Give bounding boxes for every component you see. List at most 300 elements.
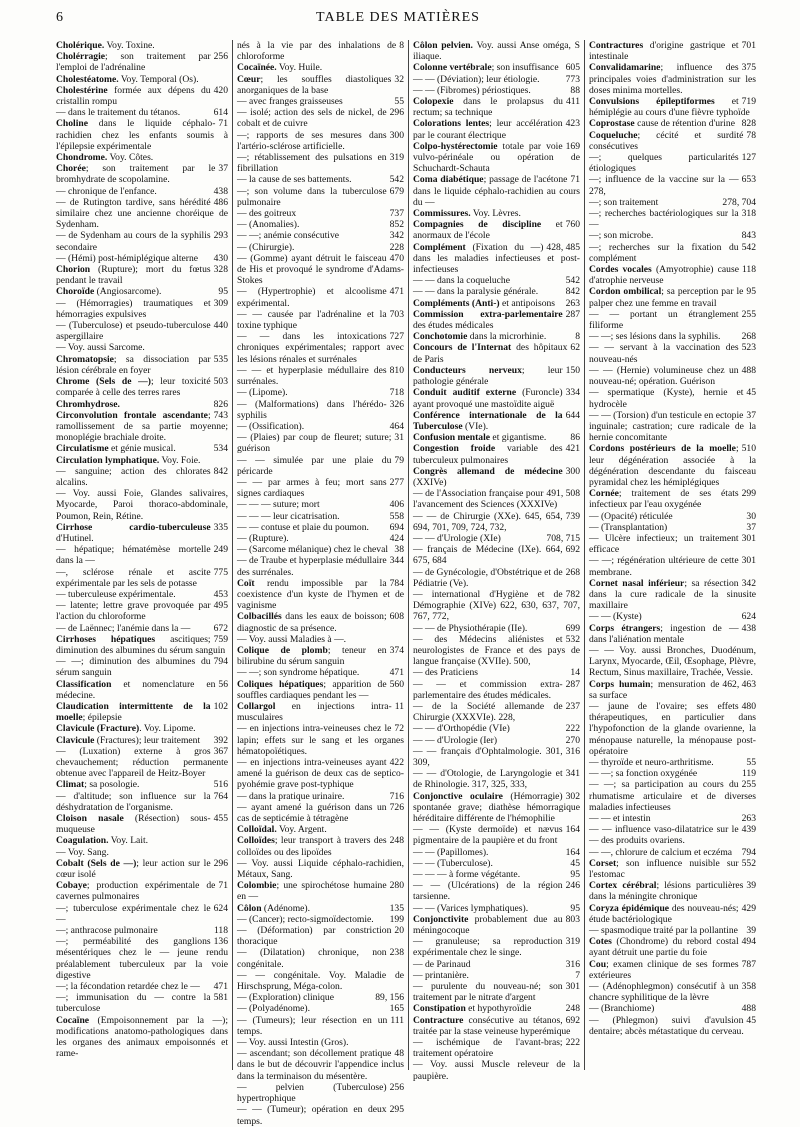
index-entry	[56, 51, 228, 73]
index-entry	[237, 947, 404, 969]
index-column-1	[56, 40, 232, 1070]
entry-text: — (Plaies) par coup de fleuret; suture; guérison	[237, 432, 392, 455]
entry-page-ref: 828	[741, 118, 756, 130]
entry-text: — (Déformation) par constriction thoracique	[237, 925, 392, 948]
entry-text: ; mensuration de sa surface	[589, 678, 720, 701]
entry-page-ref: 719	[741, 96, 756, 108]
entry-heading: Claudication intermittente de la moelle	[56, 700, 211, 724]
entry-heading: Colbacillés	[237, 611, 282, 623]
index-entry	[237, 477, 404, 499]
entry-heading: Commissures.	[413, 208, 471, 220]
index-entry	[237, 723, 404, 757]
index-entry	[56, 589, 228, 600]
entry-page-ref: 39	[746, 925, 756, 937]
entry-text: — de Traube et hyperplasie médullaire des surrénales.	[237, 555, 387, 578]
entry-text: — — — suture; mort	[237, 499, 320, 511]
index-entry	[237, 286, 404, 308]
index-entry	[413, 219, 580, 241]
entry-text: — jaune de l'ovaire; ses effets thérapeutiques, en particulier dans l'hypofonction de la glande ovarienne, la ménopause naturelle, la ménopause post-opératoire	[589, 700, 756, 757]
index-entry	[413, 567, 580, 589]
entry-heading: Corps étrangers	[589, 622, 661, 634]
entry-page-ref: 95	[746, 286, 756, 298]
entry-heading: Circulatisme	[56, 443, 109, 455]
entry-text: Voy. Toxine.	[104, 40, 155, 51]
index-entry	[56, 813, 228, 835]
entry-text: ; son traitement par le bromhydrate de scopolamine.	[56, 163, 216, 186]
entry-text: —; quelques particularités étiologiques	[589, 152, 739, 175]
entry-text: — ischémique de l'avant-bras; traitement opératoire	[413, 1037, 563, 1060]
index-entry	[589, 623, 756, 645]
entry-page-ref: 614	[213, 107, 228, 119]
entry-page-ref: 301	[741, 555, 756, 567]
index-entry	[56, 455, 228, 466]
entry-text: Voy. Foie.	[159, 454, 201, 466]
index-entry	[56, 880, 228, 902]
entry-page-ref: 37	[746, 521, 756, 533]
entry-heading: Colpo-hystérectomie	[413, 140, 498, 152]
entry-page-ref: 102	[213, 700, 228, 712]
entry-page-ref: 480	[741, 700, 756, 712]
index-entry	[589, 925, 756, 936]
entry-heading: Clavicule (Fracture)	[56, 723, 140, 735]
entry-text: —; rétablissement des pulsations en fibrillation	[237, 152, 387, 175]
entry-heading: Circulation lymphatique.	[56, 454, 160, 466]
entry-text: — (Hémi) post-hémiplégique alterne	[56, 252, 198, 264]
index-entry	[56, 858, 228, 880]
entry-text: — isolé; action des sels de nickel, de cobalt et de cuivre	[237, 107, 387, 130]
entry-page-ref: 55	[746, 757, 756, 768]
entry-page-ref: 471	[213, 981, 228, 993]
entry-page-ref: 255	[741, 308, 756, 320]
entry-text: — (Opacité) réticulée	[589, 510, 673, 522]
entry-text: — — français d'Ophtalmologie. 301, 309,	[413, 745, 563, 768]
entry-page-ref: 71	[218, 118, 228, 130]
entry-page-ref: 842	[213, 465, 228, 477]
entry-text: et hémiplégie au cours d'une fièvre typhoïde	[589, 96, 750, 119]
index-entry	[237, 1015, 404, 1037]
index-entry	[237, 533, 404, 544]
entry-page-ref: 421	[565, 443, 580, 455]
index-entry	[237, 1082, 404, 1104]
entry-text: — tuberculeuse expérimentale.	[56, 588, 176, 600]
index-entry	[589, 611, 756, 622]
entry-page-ref: 20	[394, 925, 404, 937]
entry-text: et hypothyroïdie	[465, 1003, 532, 1015]
index-entry	[56, 656, 228, 678]
entry-page-ref: 764	[213, 790, 228, 802]
entry-page-ref: 374	[389, 644, 404, 656]
entry-heading: Cortex cérébral	[589, 880, 657, 892]
entry-page-ref: 78	[746, 129, 756, 141]
index-entry	[56, 286, 228, 297]
entry-page-ref: 278, 704	[722, 196, 756, 208]
index-entry	[589, 757, 756, 768]
entry-page-ref: 842	[565, 286, 580, 298]
index-entry	[56, 981, 228, 992]
index-entry	[413, 365, 580, 387]
entry-heading: Classification	[56, 678, 112, 690]
entry-text: — — par armes à feu; mort sans signes cardiaques	[237, 476, 387, 500]
entry-text: Voy. Argent.	[276, 824, 327, 836]
entry-text: — Voy. aussi Maladies à —.	[237, 633, 347, 645]
entry-text: (Rupture); mort du fœtus pendant le travail	[56, 264, 211, 287]
index-entry	[413, 847, 580, 858]
entry-text: (Résection) sous-muqueuse	[56, 813, 211, 836]
entry-page-ref: 552	[741, 857, 756, 869]
entry-text: — —; sa fonction oxygénée	[589, 768, 698, 780]
entry-heading: Cholérragie	[56, 51, 106, 63]
index-entry	[237, 242, 404, 253]
entry-page-ref: 495	[213, 600, 228, 612]
index-entry	[589, 286, 756, 308]
entry-page-ref: 301	[565, 981, 580, 993]
index-entry	[56, 1015, 228, 1060]
index-entry	[237, 421, 404, 432]
entry-heading: Chrome (Sels de —)	[56, 376, 151, 388]
entry-page-ref: 222	[565, 723, 580, 735]
entry-text: — dans la pratique urinaire.	[237, 790, 345, 802]
entry-text: — — (Fibromes) périostiques.	[413, 84, 531, 96]
entry-heading: Chorion	[56, 264, 91, 276]
entry-text: ; leur toxicité comparée à celle des terres rares	[56, 376, 211, 399]
entry-text: — — (Hernie) volumineuse chez un nouveau-né; opération. Guérison	[589, 364, 739, 388]
index-entry	[56, 186, 228, 197]
entry-text: — (Branchiome)	[589, 1003, 655, 1015]
entry-page-ref: 95	[570, 902, 580, 914]
entry-page-ref: 318	[741, 208, 756, 220]
entry-text: — de l'Association française pour l'avancement des Sciences (XXXIVe)	[413, 488, 558, 511]
entry-text: probablement due au méningocoque	[413, 913, 563, 937]
index-entry	[56, 410, 228, 444]
entry-text: — en injections intra-veineuses ayant amené la guérison de deux cas de septico-pyohémie grave post-typhique	[237, 757, 404, 791]
index-entry	[56, 342, 228, 353]
entry-heading: Convalidamarine	[589, 62, 661, 74]
index-entry	[56, 679, 228, 701]
entry-text: formée aux dépens du cristallin rompu	[56, 84, 211, 108]
entry-text: ; épilepsie	[82, 712, 122, 724]
index-entry	[589, 981, 756, 1003]
entry-heading: Constipation	[413, 1003, 466, 1015]
entry-text: — ascendant; son décollement pratique dans le but de découvrir l'appendice inclus dans la terminaison du mésentère.	[237, 1048, 404, 1082]
entry-heading: Cholestérine	[56, 84, 108, 96]
entry-text: ; examen clinique de ses formes extérieures	[589, 958, 739, 981]
entry-page-ref: 62	[570, 342, 580, 354]
entry-page-ref: 794	[741, 846, 756, 858]
index-entry	[237, 1048, 404, 1082]
index-entry	[413, 544, 580, 566]
entry-text: —; immunisation du — contre la tuberculose	[56, 992, 211, 1015]
index-entry	[56, 567, 228, 589]
entry-text: — (Exploration) clinique	[237, 992, 334, 1004]
entry-heading: Côlon	[237, 902, 262, 914]
entry-page-ref: 516	[213, 779, 228, 791]
index-entry	[589, 242, 756, 264]
index-entry	[413, 1059, 580, 1081]
index-entry	[56, 835, 228, 846]
entry-page-ref: 32	[394, 73, 404, 85]
entry-heading: Chorée	[56, 163, 86, 175]
index-entry	[237, 219, 404, 230]
entry-page-ref: 246	[565, 880, 580, 892]
entry-text: d'Hutinel.	[56, 532, 94, 544]
entry-page-ref: 534	[213, 443, 228, 455]
index-entry	[56, 320, 228, 342]
entry-text: — — d'Urologie (Ier)	[413, 734, 498, 746]
entry-page-ref: 420	[213, 84, 228, 96]
index-entry	[56, 847, 228, 858]
entry-text: ; leur pathologie générale	[413, 364, 563, 388]
entry-page-ref: 95	[570, 869, 580, 881]
entry-page-ref: 344	[389, 555, 404, 567]
entry-text: (Angiosarcome).	[94, 286, 162, 298]
index-column-3	[408, 40, 584, 1082]
index-entry	[56, 466, 228, 488]
entry-heading: Conducteurs nerveux	[413, 364, 522, 376]
entry-page-ref: 411	[565, 96, 580, 108]
entry-page-ref: 296	[213, 857, 228, 869]
index-entry	[413, 679, 580, 701]
entry-text: — (Cancer); recto-sigmoïdectomie.	[237, 913, 374, 925]
entry-page-ref: 309	[213, 297, 228, 309]
entry-page-ref: 335	[213, 521, 228, 533]
index-entry	[237, 253, 404, 287]
entry-page-ref: 782	[565, 588, 580, 600]
index-entry	[589, 443, 756, 488]
entry-page-ref: 248	[389, 835, 404, 847]
entry-text: ascitiques; diminution des albumines du sérum sanguin	[56, 633, 226, 656]
index-entry	[56, 544, 228, 566]
index-entry	[237, 679, 404, 701]
entry-text: — —; son syndrome hépatique.	[237, 667, 360, 679]
entry-page-ref: 727	[389, 331, 404, 343]
entry-page-ref: 118	[213, 925, 228, 937]
entry-text: — purulente du nouveau-né; son traitement par le nitrate d'argent	[413, 981, 563, 1004]
index-entry	[237, 578, 404, 612]
entry-text: — (Phlegmon) suivi d'avulsion dentaire; abcès métastatique du cerveau.	[589, 1014, 744, 1037]
entry-page-ref: 45	[746, 1014, 756, 1026]
entry-page-ref: 248	[565, 1003, 580, 1015]
index-entry	[589, 174, 756, 196]
entry-page-ref: 542	[741, 241, 756, 253]
index-entry	[237, 701, 404, 723]
entry-page-ref: 510	[741, 443, 756, 455]
entry-page-ref: 644	[565, 409, 580, 421]
index-entry	[413, 387, 580, 409]
entry-text: — — dans les intoxications chroniques expérimentales; rapport avec les lésions rénales et surrénales	[237, 331, 404, 365]
entry-text: — (Hémorragies) traumatiques et hémorragies expulsives	[56, 297, 211, 320]
entry-heading: Convulsions épileptiformes	[589, 96, 715, 108]
index-entry	[56, 634, 228, 656]
entry-text: — Voy. aussi Intestin (Gros).	[237, 1037, 349, 1049]
entry-heading: Colique de plomb	[237, 644, 328, 656]
entry-page-ref: 86	[570, 432, 580, 444]
entry-page-ref: 150	[565, 364, 580, 376]
entry-text: — Voy. aussi Sarcome.	[56, 342, 145, 354]
entry-page-ref: 743	[213, 409, 228, 421]
index-entry	[237, 309, 404, 331]
index-entry	[413, 903, 580, 914]
index-entry	[413, 723, 580, 734]
index-entry	[589, 264, 756, 286]
index-entry	[589, 208, 756, 230]
entry-text: — — dans la coqueluche	[413, 275, 510, 287]
index-entry	[237, 432, 404, 454]
entry-text: — —; anémie consécutive	[237, 230, 340, 242]
entry-page-ref: 624	[213, 902, 228, 914]
entry-heading: Conchotomie	[413, 331, 468, 343]
index-entry	[237, 522, 404, 533]
index-entry	[56, 600, 228, 622]
entry-page-ref: 810	[389, 364, 404, 376]
entry-page-ref: 523	[741, 342, 756, 354]
entry-text: — avec franges graisseuses	[237, 96, 343, 108]
entry-page-ref: 7	[575, 969, 580, 981]
entry-page-ref: 852	[389, 219, 404, 231]
entry-text: —; la fécondation retardée chez le —	[56, 981, 200, 993]
entry-text: — ayant amené la guérison dans un cas de septicémie à tétragène	[237, 801, 387, 825]
index-entry	[237, 387, 404, 398]
entry-page-ref: 95	[218, 286, 228, 298]
entry-heading: Chromhydrose.	[56, 398, 120, 410]
entry-page-ref: 300	[565, 465, 580, 477]
entry-page-ref: 45	[746, 387, 756, 399]
index-entry	[237, 62, 404, 73]
entry-heading: Cornée	[589, 488, 619, 500]
entry-text: — de Laënnec; l'anémie dans la —	[56, 622, 191, 634]
entry-text: — — (Papillomes).	[413, 846, 489, 858]
index-entry	[589, 1015, 756, 1037]
entry-page-ref: 256	[213, 51, 228, 63]
index-entry	[589, 1003, 756, 1014]
entry-page-ref: 72	[394, 723, 404, 735]
entry-text: Voy. Lèvres.	[470, 208, 521, 220]
index-entry	[413, 208, 580, 219]
entry-heading: Colloïdes	[237, 835, 275, 847]
index-entry	[237, 1003, 404, 1014]
entry-heading: Chondrome.	[56, 152, 108, 164]
index-entry	[413, 488, 580, 510]
entry-page-ref: 581	[213, 992, 228, 1004]
entry-text: Voy. Huile.	[276, 62, 323, 74]
entry-text: — de Gynécologie, d'Obstétrique et de Pédiatrie (Ve).	[413, 566, 563, 589]
index-entry	[413, 791, 580, 825]
entry-heading: Clavicule	[56, 734, 95, 746]
entry-page-ref: 295	[389, 1104, 404, 1116]
index-entry	[589, 645, 756, 679]
index-entry	[413, 466, 580, 488]
entry-page-ref: 328	[213, 264, 228, 276]
index-entry	[56, 443, 228, 454]
index-entry	[589, 62, 756, 96]
entry-page-ref: 718	[389, 387, 404, 399]
index-entry	[589, 533, 756, 555]
index-entry	[413, 746, 580, 768]
entry-heading: Cornet nasal inférieur	[589, 577, 685, 589]
entry-heading: Colloïdal.	[237, 824, 277, 836]
entry-text: ; leur transport à travers des colloïdes ou des lipoïdes	[237, 835, 387, 858]
entry-page-ref: 775	[213, 566, 228, 578]
entry-heading: Coprostase	[589, 118, 635, 130]
index-entry	[589, 813, 756, 824]
entry-page-ref: 296	[389, 107, 404, 119]
entry-page-ref: 119	[741, 768, 756, 780]
entry-text: — — d'Otologie, de Laryngologie et de Rhinologie. 317, 325, 333,	[413, 768, 563, 791]
entry-page-ref: 462, 463	[722, 678, 756, 690]
entry-page-ref: 228	[389, 241, 404, 253]
entry-text: — Voy. aussi Foie, Glandes salivaires, Myocarde, Paroi thoraco-abdominale, Poumon, Rein, Rétine.	[56, 488, 228, 522]
entry-text: variable des tuberculeux pulmonaires	[413, 443, 563, 466]
index-entry	[413, 880, 580, 902]
entry-heading: Côlon pelvien.	[413, 40, 473, 51]
entry-heading: Concours de l'Internat	[413, 342, 512, 354]
index-entry	[56, 399, 228, 410]
index-entry	[56, 230, 228, 252]
entry-page-ref: 558	[389, 510, 404, 522]
index-entry	[237, 802, 404, 824]
entry-page-ref: 494	[741, 936, 756, 948]
entry-text: — — — leur cicatrisation.	[237, 510, 340, 522]
entry-text: —; son volume dans la tuberculose pulmonaire	[237, 185, 387, 208]
entry-text: des études médicales	[413, 320, 494, 332]
entry-page-ref: 334	[565, 387, 580, 399]
entry-text: — — de Chirurgie (XXe). 645, 654, 694, 701, 709, 724, 732,	[413, 510, 563, 533]
entry-text: — (Dilatation) chronique, non congénitale.	[237, 947, 387, 970]
entry-text: — (Anomalies).	[237, 219, 300, 231]
entry-heading: Cou	[589, 958, 607, 970]
index-entry	[589, 959, 756, 981]
entry-page-ref: 422	[389, 757, 404, 768]
entry-text: ; les souffles diastoliques anorganiques de la base	[237, 73, 392, 96]
index-entry	[56, 623, 228, 634]
entry-text: — (Ossification).	[237, 420, 305, 432]
index-entry	[589, 522, 756, 533]
index-entry	[56, 746, 228, 780]
entry-page-ref: 222	[565, 1037, 580, 1049]
entry-page-ref: 608	[389, 611, 404, 623]
index-entry	[237, 186, 404, 208]
entry-heading: Choline	[56, 118, 88, 130]
entry-page-ref: 316	[565, 958, 580, 970]
entry-page-ref: 319	[565, 936, 580, 948]
index-entry	[589, 679, 756, 701]
entry-page-ref: 716	[389, 790, 404, 802]
entry-heading: Cobaye	[56, 880, 87, 892]
entry-text: — — dans la paralysie générale.	[413, 286, 539, 298]
entry-page-ref: 471	[389, 286, 404, 298]
index-entry	[237, 455, 404, 477]
index-entry	[413, 768, 580, 790]
entry-page-ref: 135	[389, 902, 404, 914]
entry-text: —; son microbe.	[589, 230, 654, 242]
entry-page-ref: 127	[741, 152, 756, 164]
index-entry	[56, 925, 228, 936]
entry-page-ref: 794	[213, 656, 228, 668]
index-entry	[237, 880, 404, 902]
entry-text: ; cécité et surdité consécutives	[589, 129, 744, 152]
index-entry	[413, 342, 580, 364]
entry-text: Voy. Temporal (Os).	[118, 73, 199, 85]
entry-page-ref: 169	[565, 140, 580, 152]
entry-page-ref: 471	[389, 667, 404, 679]
entry-text: — international d'Hygiène et de Démographie (XIVe) 622, 630, 637, 707, 767, 772,	[413, 588, 580, 623]
entry-heading: Contracture	[413, 1014, 464, 1026]
index-entry	[56, 701, 228, 723]
entry-page-ref: 439	[741, 824, 756, 836]
index-entry	[413, 174, 580, 208]
entry-text: — chronique de l'enfance.	[56, 185, 157, 197]
entry-page-ref: 316	[565, 745, 580, 757]
entry-text: ; production expérimentale de cavernes pulmonaires	[56, 880, 216, 903]
